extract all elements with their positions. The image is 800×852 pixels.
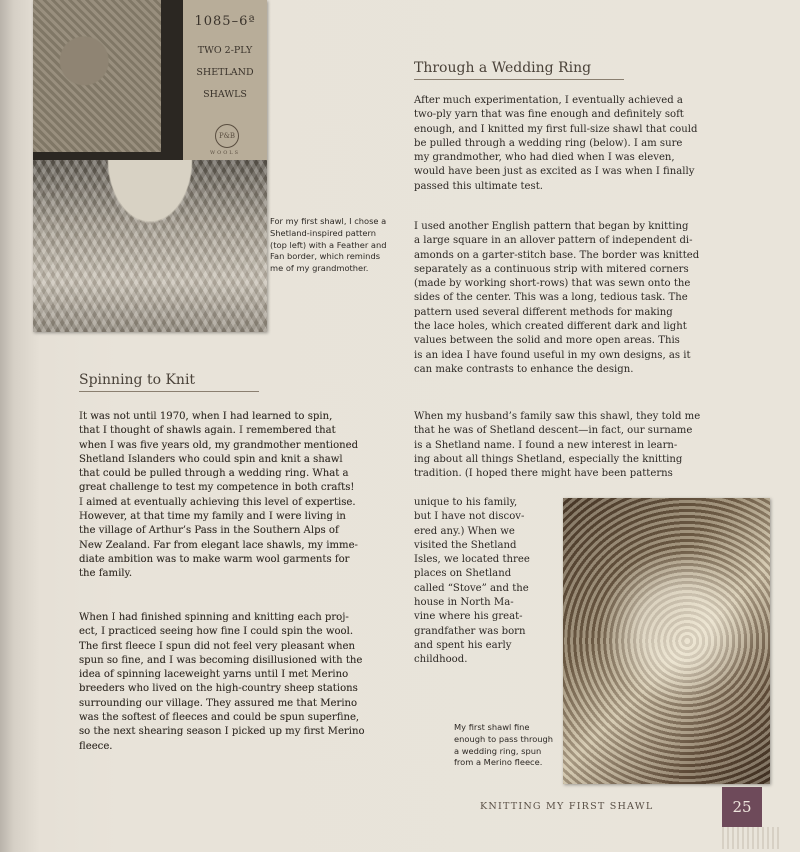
wedding-ring-shawl-photo: [563, 498, 770, 784]
paragraph-text: When I had finished spinning and knitting each proj- ect, I practiced seeing how fine I could spin the wool. The first fleece I spun did not feel very pleasant when spun so fine, and I was becoming disillusioned with the idea of spinning laceweight yarns until I met Merino breeders who lived on the high-country sheep stations surrounding our village. They assured me that Merino was the softest of fleeces and could be spun superfine, so the next shearing season I picked up my first Merino fleece.: [79, 612, 365, 752]
cover-number: 1085–6ª: [194, 14, 256, 29]
paragraph-text: I used another English pattern that began by knitting a large square in an allover pattern of independent di- amonds on a garter-stitch base. The border was knitted separately as a continuous strip with mitered corners (made by working short-rows) that was sewn onto the sides of the center. This was a long, tedious task. The pattern used several different methods for making the lace holes, which created different dark and light values between the solid and more open areas. This is an idea I have found useful in my own designs, as it can make contrasts to enhance the design.: [414, 221, 700, 375]
paragraph-text: unique to his family, but I have not discov- ered any.) When we visited the Shetland Isles, we located three places on Shetland called “Stove” and the house in North Ma- vine where his great- grandfather was born and spent his early childhood.: [414, 497, 530, 666]
paragraph-ring-1: [414, 94, 779, 194]
cover-lace-image: [33, 0, 161, 152]
photo-caption-first-shawl: For my first shawl, I chose a Shetland-inspired pattern (top left) with a Feather and Fan border, which reminds me of my grandmother.: [270, 216, 387, 274]
paragraph-text: It was not until 1970, when I had learned to spin, that I thought of shawls again. I remembered that when I was five years old, my grandmother mentioned Shetland Islanders who could spin and knit a shawl that could be pulled through a wedding ring. What a great challenge to test my competence in both crafts! I aimed at eventually achieving this level of expertise. However, at that time my family and I were living in the village of Arthur’s Pass in the Southern Alps of New Zealand. Far from elegant lace shawls, my imme- diate ambition was to make warm wool garments for the family.: [79, 411, 359, 580]
pb-logo: P&B: [215, 124, 239, 148]
heading-spinning-to-knit: Spinning to Knit: [79, 372, 259, 392]
pb-logo-sub: WOOLS: [209, 150, 241, 156]
pattern-cover-photo: [33, 0, 267, 332]
heading-through-wedding-ring: Through a Wedding Ring: [414, 60, 624, 80]
paragraph-knit-1: [79, 410, 384, 582]
paragraph-ring-2: [414, 220, 779, 377]
page-number: 25: [722, 787, 762, 827]
first-shawl-image: [33, 160, 267, 332]
cover-text: [183, 0, 267, 160]
paragraph-ring-4: [414, 496, 559, 668]
paragraph-text: When my husband’s family saw this shawl, they told me that he was of Shetland descent—in fact, our surname is a Shetland name. I found a new interest in learn- ing about all things Shetland, especially the knitting tradition. (I hoped there might have been patterns: [414, 411, 701, 480]
cover-title: TWO 2-PLY SHETLAND SHAWLS: [196, 45, 254, 100]
footer-decoration: [722, 827, 782, 849]
paragraph-text: After much experimentation, I eventually achieved a two-ply yarn that was fine enough and definitely soft enough, and I knitted my first full-size shawl that could be pulled through a wedding ring (below). I am sure my grandmother, who had died when I was eleven, would have been just as excited as I was when I finally passed this ultimate test.: [414, 95, 698, 192]
paragraph-ring-3: [414, 410, 779, 481]
running-footer-title: KNITTING MY FIRST SHAWL: [480, 801, 654, 812]
paragraph-knit-2: [79, 611, 384, 754]
photo-caption-wedding-ring: My first shawl fine enough to pass through a wedding ring, spun from a Merino fleece.: [454, 722, 554, 768]
